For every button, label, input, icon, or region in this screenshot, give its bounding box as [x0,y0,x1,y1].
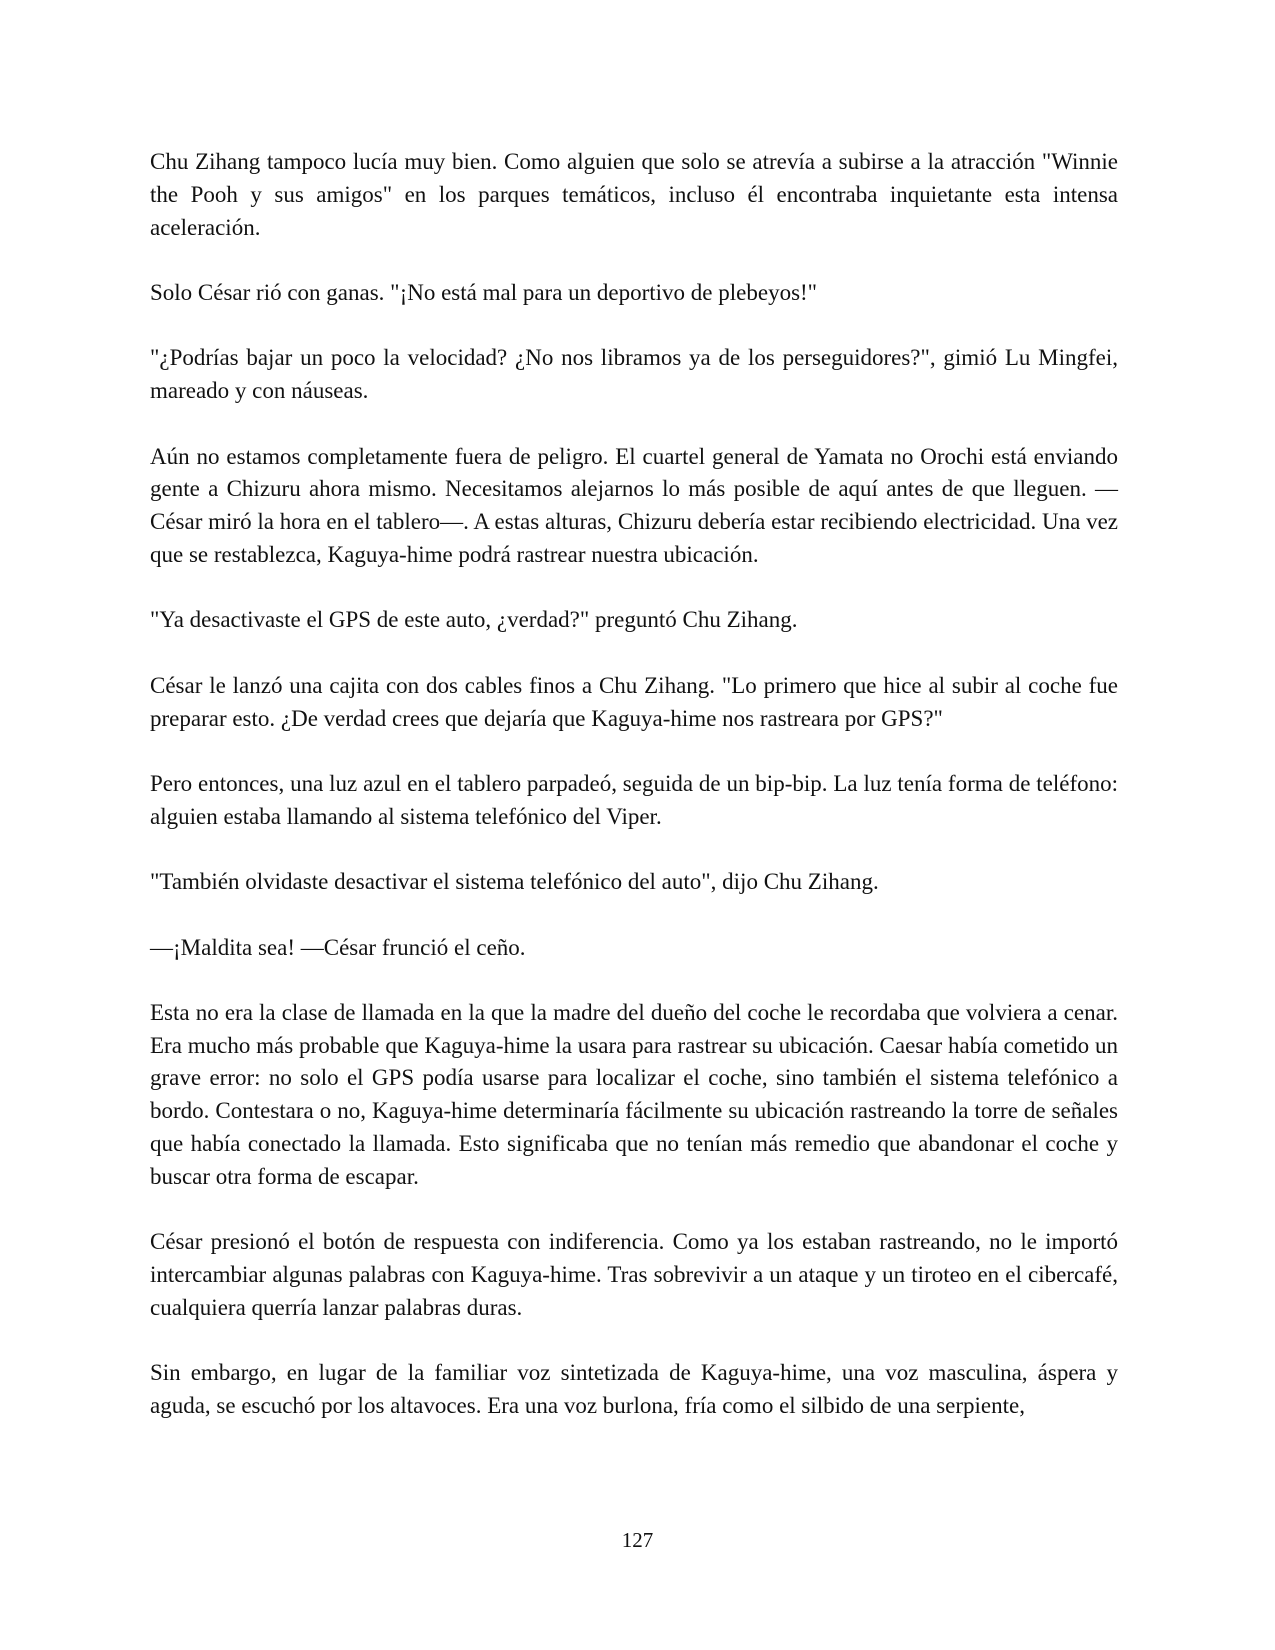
paragraph-1: Chu Zihang tampoco lucía muy bien. Como alguien que solo se atrevía a subirse a la atracción "Winnie the Pooh y sus amigos" en los parques temáticos, incluso él encontraba inquietante esta intensa aceleración. [150,149,1118,240]
paragraph-11: César presionó el botón de respuesta con indiferencia. Como ya los estaban rastreando, no le importó intercambiar algunas palabras con Kaguya-hime. Tras sobrevivir a un ataque y un tiroteo en el cibercafé, cualquiera querría lanzar palabras duras. [150,1229,1118,1320]
paragraph-9: —¡Maldita sea! —César frunció el ceño. [150,934,526,960]
paragraph-2: Solo César rió con ganas. "¡No está mal para un deportivo de plebeyos!" [150,279,818,305]
paragraph-6: César le lanzó una cajita con dos cables finos a Chu Zihang. "Lo primero que hice al subir al coche fue preparar esto. ¿De verdad crees que dejaría que Kaguya-hime nos rastreara por GPS?" [150,672,1118,731]
paragraph-12: Sin embargo, en lugar de la familiar voz sintetizada de Kaguya-hime, una voz masculina, áspera y aguda, se escuchó por los altavoces. Era una voz burlona, fría como el silbido de una serpiente, [150,1360,1118,1419]
page-number: 127 [621,1528,654,1552]
paragraph-3: "¿Podrías bajar un poco la velocidad? ¿No nos libramos ya de los perseguidores?", gimió Lu Mingfei, mareado y con náuseas. [150,345,1118,404]
page-body [150,146,1118,1455]
paragraph-7: Pero entonces, una luz azul en el tablero parpadeó, seguida de un bip-bip. La luz tenía forma de teléfono: alguien estaba llamando al sistema telefónico del Viper. [150,770,1118,829]
paragraph-8: "También olvidaste desactivar el sistema telefónico del auto", dijo Chu Zihang. [150,869,879,895]
paragraph-10: Esta no era la clase de llamada en la que la madre del dueño del coche le recordaba que volviera a cenar. Era mucho más probable que Kaguya-hime la usara para rastrear su ubicación. Caesar había cometido un grave error: no solo el GPS podía usarse para localizar el coche, sino también el sistema telefónico a bordo. Contestara o no, Kaguya-hime determinaría fácilmente su ubicación rastreando la torre de señales que había conectado la llamada. Esto significaba que no tenían más remedio que abandonar el coche y buscar otra forma de escapar. [150,999,1118,1189]
paragraph-4: Aún no estamos completamente fuera de peligro. El cuartel general de Yamata no Orochi está enviando gente a Chizuru ahora mismo. Necesitamos alejarnos lo más posible de aquí antes de que lleguen. —César miró la hora en el tablero—. A estas alturas, Chizuru debería estar recibiendo electricidad. Una vez que se restablezca, Kaguya-hime podrá rastrear nuestra ubicación. [150,443,1118,567]
paragraph-5: "Ya desactivaste el GPS de este auto, ¿verdad?" preguntó Chu Zihang. [150,607,798,633]
